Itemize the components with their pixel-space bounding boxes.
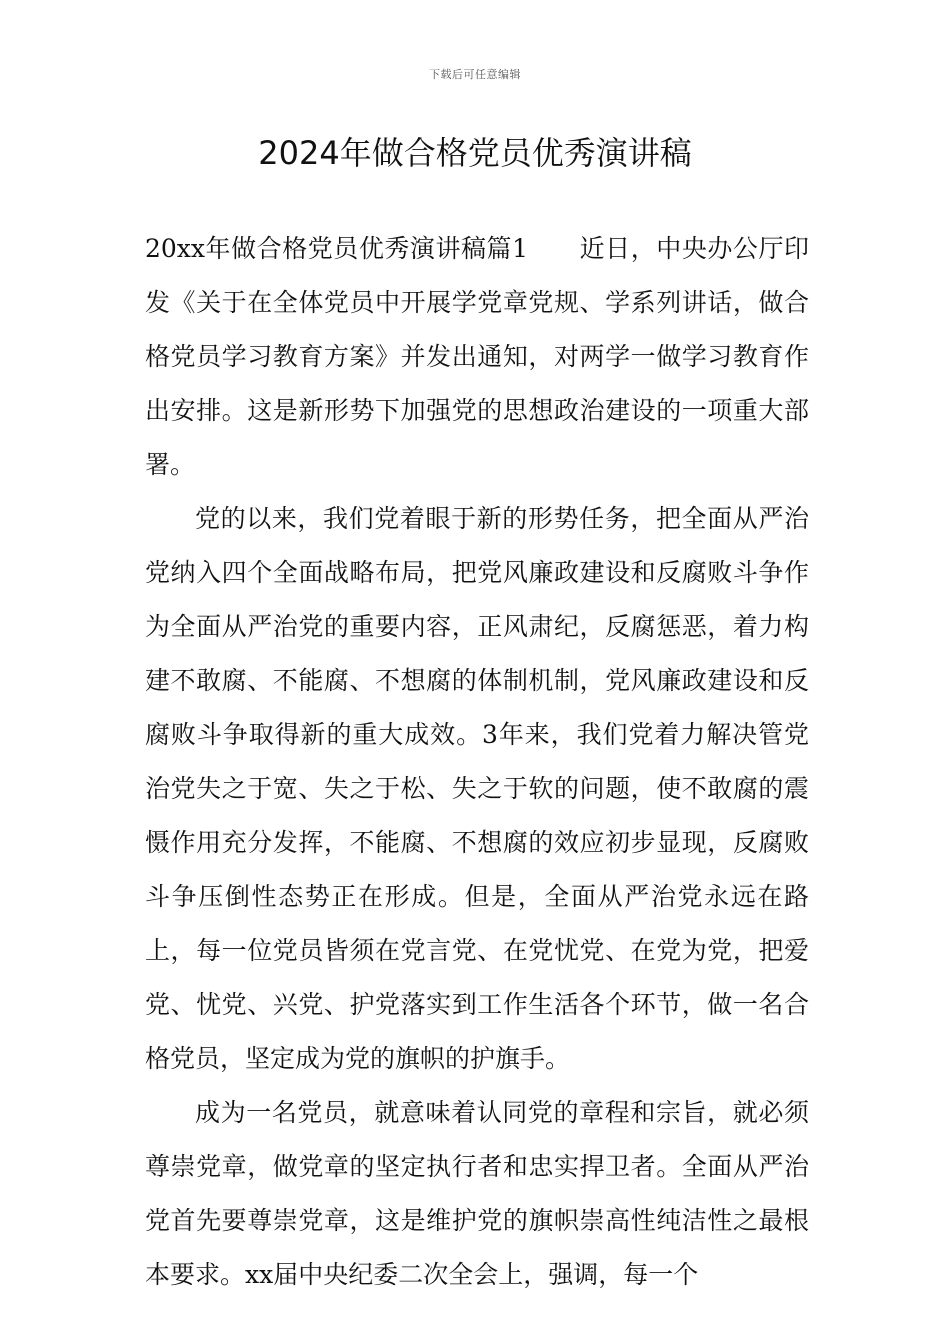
document-title: 2024年做合格党员优秀演讲稿 xyxy=(258,134,692,172)
paragraph-3: 成为一名党员，就意味着认同党的章程和宗旨，就必须尊崇党章，做党章的坚定执行者和忠实捍卫者。全面从严治党首先要尊崇党章，这是维护党的旗帜崇高性纯洁性之最根本要求。xx届中央纪委二次全会上，强调，每一个 xyxy=(145,1098,809,1289)
paragraph-2: 党的以来，我们党着眼于新的形势任务，把全面从严治党纳入四个全面战略布局，把党风廉政建设和反腐败斗争作为全面从严治党的重要内容，正风肃纪，反腐惩恶，着力构建不敢腐、不能腐、不想腐的体制机制，党风廉政建设和反腐败斗争取得新的重大成效。3年来，我们党着力解决管党治党失之于宽、失之于松、失之于软的问题，使不敢腐的震慑作用充分发挥，不能腐、不想腐的效应初步显现，反腐败斗争压倒性态势正在形成。但是，全面从严治党永远在路上，每一位党员皆须在党言党、在党忧党、在党为党，把爱党、忧党、兴党、护党落实到工作生活各个环节，做一名合格党员，坚定成为党的旗帜的护旗手。 xyxy=(145,504,809,1073)
header-note: 下载后可任意编辑 xyxy=(429,68,521,81)
paragraph-1: 20xx年做合格党员优秀演讲稿篇1 近日，中央办公厅印发《关于在全体党员中开展学党章党规、学系列讲话，做合格党员学习教育方案》并发出通知，对两学一做学习教育作出安排。这是新形势下加强党的思想政治建设的一项重大部署。 xyxy=(145,234,809,479)
document-body xyxy=(145,222,809,1302)
